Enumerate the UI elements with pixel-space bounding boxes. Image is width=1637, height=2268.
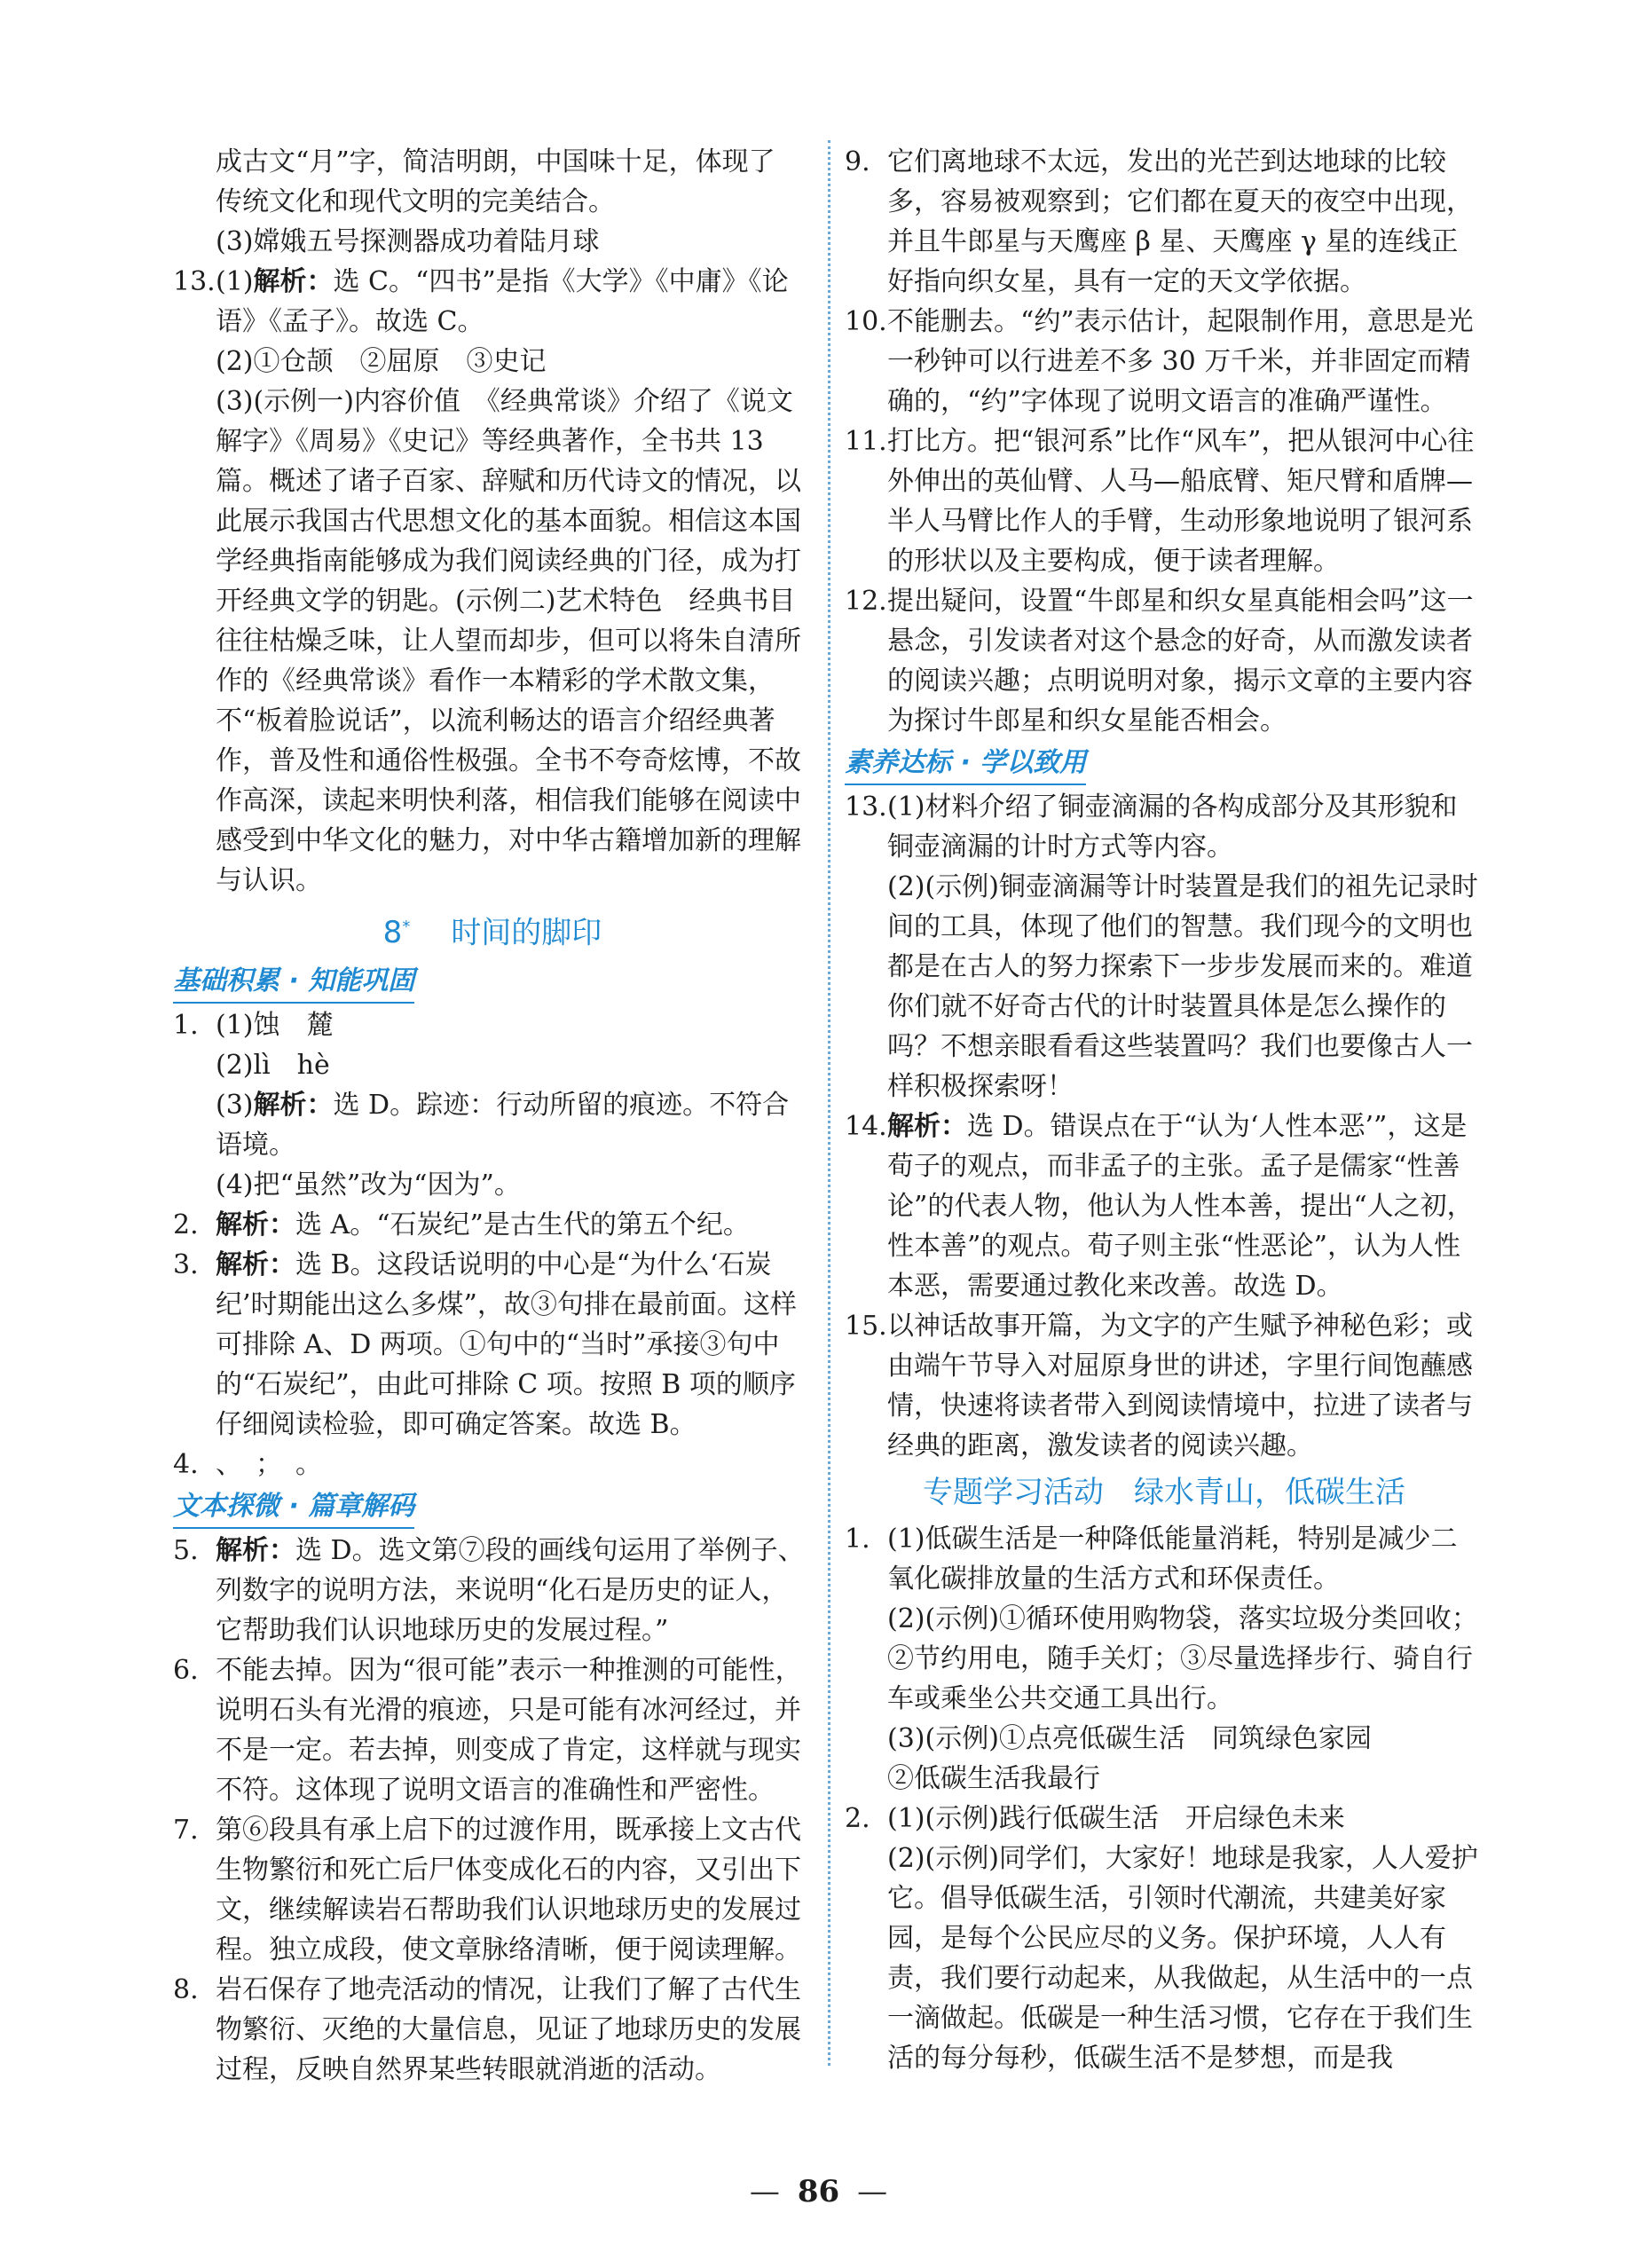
answer-6: 6. 不能去掉。因为“很可能”表示一种推测的可能性，说明石头有光滑的痕迹，只是可能有冰河经过，并不是一定。若去掉，则变成了肯定，这样就与现实不符。这体现了说明文语言的准确性和严密性。 bbox=[173, 1655, 802, 1807]
answer-sub: (2)lì hè bbox=[216, 1050, 330, 1082]
lesson-number: 8* bbox=[382, 915, 411, 951]
answer-7: 7. 第⑥段具有承上启下的过渡作用，既承接上文古代生物繁衍和死亡后尸体变成化石的内容，又引出下文，继续解读岩石帮助我们认识地球历史的发展过程。独立成段，使文章脉络清晰，便于阅读理解。 bbox=[173, 1815, 801, 1966]
answer-5: 5. 解析：选 D。选文第⑦段的画线句运用了举例子、列数字的说明方法，来说明“化石是历史的证人，它帮助我们认识地球历史的发展过程。” bbox=[173, 1535, 805, 1647]
answer-3: 3. 解析：选 B。这段话说明的中心是“为什么‘石炭纪’时期能出这么多煤”，故③句排在最前面。这样可排除 A、D 两项。①句中的“当时”承接③句中的“石炭纪”，由此可排除 C 项。按照 B 项的顺序仔细阅读检验，即可确定答案。故选 B。 bbox=[173, 1249, 797, 1441]
answer-11: 11.打比方。把“银河系”比作“风车”，把从银河中心往外伸出的英仙臂、人马—船底臂、矩尺臂和盾牌—半人马臂比作人的手臂，生动形象地说明了银河系的形状以及主要构成，便于读者理解。 bbox=[845, 426, 1475, 577]
activity-answer-1: 1. (1)低碳生活是一种降低能量消耗，特别是减少二氧化碳排放量的生活方式和环保责任。 bbox=[845, 1524, 1458, 1595]
section-heading: 素养达标 · 学以致用 bbox=[845, 743, 1086, 785]
analysis-label: 解析： bbox=[216, 1249, 295, 1281]
answer-sub: (3)(示例一)内容价值 《经典常谈》介绍了《说文解字》《周易》《史记》等经典著作，全书共 13 篇。概述了诸子百家、辞赋和历代诗文的情况，以此展示我国古代思想文化的基本面貌。相信这本国学经典指南能够成为我们阅读经典的门径，成为打开经典文学的钥匙。(示例二)艺术特色 经典书目往往枯燥乏味，让人望而却步，但可以将朱自清所作的《经典常谈》看作一本精彩的学术散文集，不“板着脸说话”，以流利畅达的语言介绍经典著作，普及性和通俗性极强。全书不夸奇炫博，不故作高深，读起来明快利落，相信我们能够在阅读中感受到中华文化的魅力，对中华古籍增加新的理解与认识。 bbox=[216, 386, 801, 896]
answer-number: 13. bbox=[173, 266, 216, 297]
activity-answer-2: 2. (1)(示例)践行低碳生活 开启绿色未来 bbox=[845, 1803, 1345, 1834]
analysis-label: 解析： bbox=[887, 1111, 967, 1142]
section-heading: 基础积累 · 知能巩固 bbox=[173, 961, 414, 1004]
answer-12: 12.提出疑问，设置“牛郎星和织女星真能相会吗”这一悬念，引发读者对这个悬念的好奇，从而激发读者的阅读兴趣；点明说明对象，揭示文章的主要内容为探讨牛郎星和织女星能否相会。 bbox=[845, 586, 1474, 736]
answer-1: 1. (1)蚀 麓 bbox=[173, 1010, 334, 1042]
analysis-label: 解析： bbox=[253, 266, 334, 297]
analysis-label: 解析： bbox=[216, 1535, 295, 1567]
intro-line: 传统文化和现代文明的完美结合。 bbox=[216, 186, 615, 217]
answer-sub: (2)(示例)铜壶滴漏等计时装置是我们的祖先记录时间的工具，体现了他们的智慧。我们现今的文明也都是在古人的努力探索下一步步发展而来的。难道你们就不好奇古代的计时装置具体是怎么操作的吗？不想亲眼看看这些装置吗？我们也要像古人一样积极探索呀！ bbox=[887, 871, 1478, 1102]
column-divider bbox=[828, 140, 830, 2066]
analysis-label: 解析： bbox=[253, 1090, 334, 1122]
lesson-name: 时间的脚印 bbox=[451, 915, 602, 951]
answer-13: 13.(1)材料介绍了铜壶滴漏的各构成部分及其形貌和铜壶滴漏的计时方式等内容。 bbox=[845, 791, 1458, 862]
answer-13: 13.(1)解析：选 C。“四书”是指《大学》《中庸》《论语》《孟子》。故选 C。 bbox=[173, 262, 812, 342]
answer-sub: (3)(示例)①点亮低碳生活 同筑绿色家园 bbox=[887, 1723, 1372, 1754]
answer-sub: (2)(示例)①循环使用购物袋，落实垃圾分类回收；②节约用电，随手关灯；③尽量选择步行、骑自行车或乘坐公共交通工具出行。 bbox=[887, 1603, 1478, 1714]
page-number: — 86 — bbox=[749, 2174, 888, 2209]
answer-4: 4. 、 ； 。 bbox=[173, 1449, 322, 1481]
analysis-label: 解析： bbox=[216, 1209, 295, 1241]
answer-sub: (3)解析：选 D。踪迹：行动所留的痕迹。不符合语境。 bbox=[216, 1090, 790, 1162]
lesson-title bbox=[173, 904, 812, 956]
answer-sub: (2)①仓颉 ②屈原 ③史记 bbox=[216, 346, 547, 377]
answer-8: 8. 岩石保存了地壳活动的情况，让我们了解了古代生物繁衍、灭绝的大量信息，见证了地球历史的发展过程，反映自然界某些转眼就消逝的活动。 bbox=[173, 1974, 801, 2086]
answer-15: 15.以神话故事开篇，为文字的产生赋予神秘色彩；或由端午节导入对屈原身世的讲述，字里行间饱蘸感情，快速将读者带入到阅读情境中，拉进了读者与经典的距离，激发读者的阅读兴趣。 bbox=[845, 1311, 1473, 1461]
intro-sub: (3)嫦娥五号探测器成功着陆月球 bbox=[216, 226, 600, 257]
answer-14: 14.解析：选 D。错误点在于“认为‘人性本恶’”，这是荀子的观点，而非孟子的主张。孟子是儒家“性善论”的代表人物，他认为人性本善，提出“人之初，性本善”的观点。荀子则主张“性恶论”，认为人性本恶，需要通过教化来改善。故选 D。 bbox=[845, 1111, 1474, 1302]
activity-title: 专题学习活动 绿水青山，低碳生活 bbox=[923, 1475, 1405, 1510]
answer-sub: (2)(示例)同学们，大家好！地球是我家，人人爱护它。倡导低碳生活，引领时代潮流，共建美好家园，是每个公民应尽的义务。保护环境，人人有责，我们要行动起来，从我做起，从生活中的一点一滴做起。低碳是一种生活习惯，它存在于我们生活的每分每秒，低碳生活不是梦想，而是我 bbox=[887, 1843, 1478, 2074]
right-column bbox=[845, 142, 1484, 2078]
answer-9: 9. 它们离地球不太远，发出的光芒到达地球的比较多，容易被观察到；它们都在夏天的夜空中出现，并且牛郎星与天鹰座 β 星、天鹰座 γ 星的连线正好指向织女星，具有一定的天文学依据。 bbox=[845, 146, 1473, 297]
answer-sub: ②低碳生活我最行 bbox=[887, 1763, 1100, 1794]
answer-sub: (4)把“虽然”改为“因为”。 bbox=[216, 1169, 521, 1201]
section-heading: 文本探微 · 篇章解码 bbox=[173, 1486, 414, 1529]
answer-2: 2. 解析：选 A。“石炭纪”是古生代的第五个纪。 bbox=[173, 1209, 750, 1241]
intro-line: 成古文“月”字，简洁明朗，中国味十足，体现了 bbox=[216, 146, 775, 177]
answer-10: 10.不能删去。“约”表示估计，起限制作用，意思是光一秒钟可以行进差不多 30 万千米，并非固定而精确的，“约”字体现了说明文语言的准确严谨性。 bbox=[845, 306, 1474, 417]
left-column bbox=[173, 142, 812, 2090]
